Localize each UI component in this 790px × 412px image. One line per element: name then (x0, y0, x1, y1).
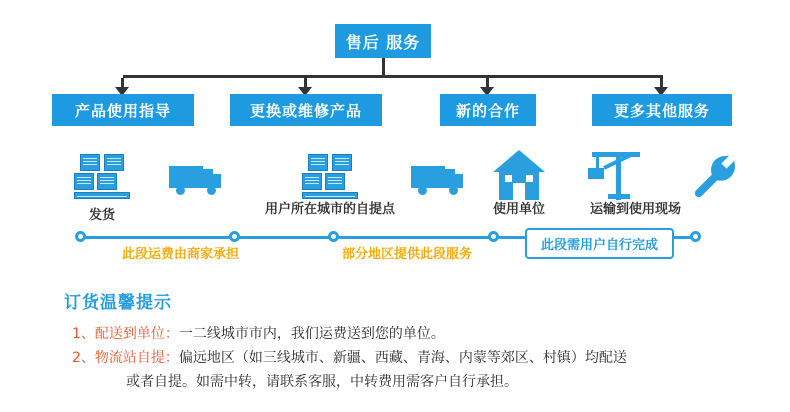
flow-node-root[interactable]: 售后 服务 (335, 24, 431, 58)
timeline-segment-label-1: 部分地区提供此段服务 (338, 243, 476, 262)
flow-node-more-services[interactable]: 更多其他服务 (592, 94, 732, 126)
connector-horizontal-bus (123, 75, 663, 78)
timeline-dot-5 (690, 231, 701, 242)
process-step-label-4: 使用单位 (492, 202, 545, 217)
flow-node-replace-repair[interactable]: 更换或维修产品 (230, 94, 382, 126)
note-index: 1、 (72, 326, 95, 342)
note-text: 一二线城市市内，我们运费送到您的单位。 (178, 326, 445, 342)
timeline-dot-1 (75, 231, 86, 242)
note-index: 2、 (72, 350, 95, 366)
timeline-dot-4 (488, 231, 499, 242)
note-key: 配送到单位： (94, 326, 179, 342)
note-text-continuation: 或者自提。如需中转，请联系客服，中转费用需客户自行承担。 (126, 374, 518, 390)
note-item (64, 323, 764, 345)
order-notes (64, 288, 764, 393)
process-step-label-0: 发货 (88, 208, 115, 223)
timeline-dot-3 (328, 231, 339, 242)
boxes-stack-icon (300, 152, 360, 200)
house-icon (493, 148, 545, 200)
connector-root-stub (382, 58, 385, 76)
wrench-icon (690, 150, 740, 200)
note-item (64, 347, 764, 369)
note-text: 偏远地区（如三线城市、新疆、西藏、青海、内蒙等郊区、村镇）均配送 (178, 350, 627, 366)
flow-node-new-cooperation[interactable]: 新的合作 (440, 94, 536, 126)
boxes-stack-icon (72, 152, 132, 200)
timeline-segment-label-2: 此段需用户自行完成 (525, 228, 674, 259)
truck-icon (410, 158, 472, 200)
process-step-label-2: 用户所在城市的自提点 (264, 202, 395, 217)
notes-title: 订货温馨提示 (64, 293, 172, 313)
flow-node-product-guide[interactable]: 产品使用指导 (52, 94, 194, 126)
timeline-segment-label-0: 此段运费由商家承担 (118, 243, 243, 262)
crane-icon (585, 148, 645, 200)
truck-icon (168, 158, 230, 200)
timeline-dot-2 (229, 231, 240, 242)
process-step-label-5: 运输到使用现场 (589, 202, 681, 217)
note-key: 物流站自提： (94, 350, 179, 366)
